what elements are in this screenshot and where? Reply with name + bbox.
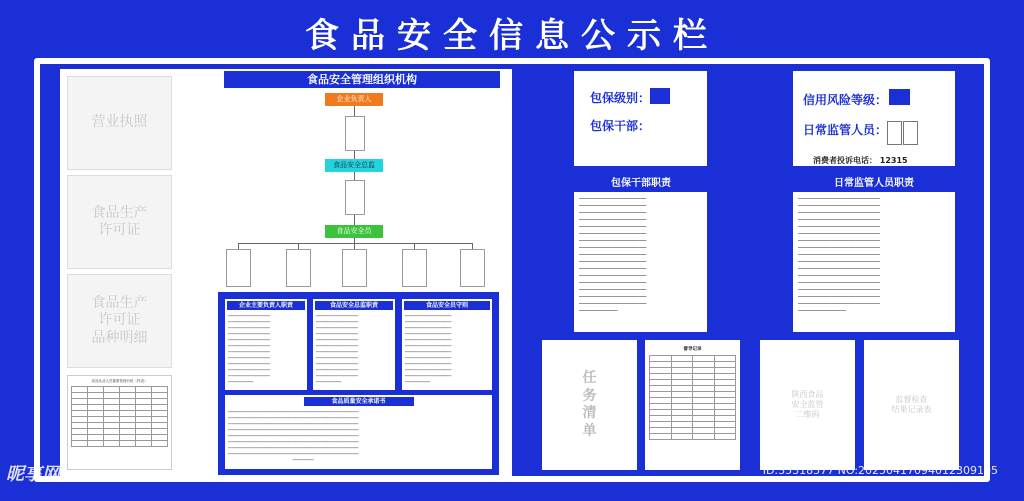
health-roster-title: 食品从业人员健康管理台账（样表） <box>91 379 148 383</box>
org-staff-box <box>402 249 427 287</box>
officer-duty-card <box>402 299 492 390</box>
guarantee-level-label: 包保级别： <box>590 91 651 105</box>
guarantee-level-box <box>650 88 670 104</box>
urge-record-title: 督导记录 <box>683 347 702 352</box>
org-staff-box <box>460 249 485 287</box>
officer-duty-text: ━━━━━━━━━━━━━━━━━━━━━━ ━━━━━━━━━━━━━━━━━━━━━━ ━━━━━━━━━━━━━━━━━━━━━━ ━━━━━━━━━━━━━━━━━━━━━━ ━━━━━━━━━━━━━━━━━━━━━━ ━━━━━━━━━━━━━━━━━━━━━━ ━━━━━━━━━━━━━━━━━━━━━━ ━━━━━━━━━━━━━━━━━━━━━━ ━━━━━━━━━━━━━━━━━━━━━━ ━━━━━━━━━━━━━━━━━━━━━━ ━━━━━━━━━━━━━━━━━━━━━━ ━━━━━━━━━━━━ <box>405 314 452 384</box>
org-connector <box>354 172 355 180</box>
org-chart-title: 食品安全管理组织机构 <box>224 71 500 88</box>
org-connector <box>354 215 355 225</box>
inspection-result-card <box>864 340 959 470</box>
org-connector <box>238 243 473 244</box>
inspector-photo-box <box>887 121 902 145</box>
guarantee-cadre-label: 包保干部： <box>590 119 651 133</box>
org-empty-box <box>345 180 365 215</box>
commitment-title: 食品质量安全承诺书 <box>304 397 414 406</box>
health-roster-sheet <box>67 375 172 470</box>
qr-code-card <box>760 340 855 470</box>
business-license-label: 营业执照 <box>91 114 148 131</box>
org-staff-box <box>226 249 251 287</box>
task-list-label: 任 务 清 单 <box>582 370 597 439</box>
complaint-hotline: 消费者投诉电话： 12315 <box>813 156 908 165</box>
guarantee-duty-title: 包保干部职责 <box>577 176 705 192</box>
health-roster-table <box>71 386 168 447</box>
org-node-director: 食品安全总监 <box>325 159 383 172</box>
inspector-label: 日常监管人员： <box>803 123 888 137</box>
qr-code-label: 陕西食品 安全监管 二维码 <box>791 390 824 419</box>
director-duty-text: ━━━━━━━━━━━━━━━━━━━━ ━━━━━━━━━━━━━━━━━━━━ ━━━━━━━━━━━━━━━━━━━━ ━━━━━━━━━━━━━━━━━━━━ ━━━━━━━━━━━━━━━━━━━━ ━━━━━━━━━━━━━━━━━━━━ ━━━━━━━━━━━━━━━━━━━━ ━━━━━━━━━━━━━━━━━━━━ ━━━━━━━━━━━━━━━━━━━━ ━━━━━━━━━━━━━━━━━━━━ ━━━━━━━━━━━━━━━━━━━━ ━━━━━━━━━━━━ <box>316 314 359 384</box>
inspector-duty-body <box>793 192 955 332</box>
org-staff-box <box>286 249 311 287</box>
officer-duty-title: 食品安全员守则 <box>404 301 490 310</box>
site-watermark-logo: 昵享网 <box>6 464 60 485</box>
urge-record-table <box>649 355 736 440</box>
inspector-duty-title: 日常监管人员职责 <box>796 176 952 192</box>
org-staff-box <box>342 249 367 287</box>
org-node-principal: 企业负责人 <box>325 93 383 106</box>
production-license-placeholder <box>67 175 172 269</box>
principal-duty-title: 企业主要负责人职责 <box>227 301 305 310</box>
site-watermark-id: ID:35318577 NO:20250417094012309105 <box>762 464 998 477</box>
inspector-duty-text: ━━━━━━━━━━━━━━━━━━━━━━━━━━━━━━━━━━ ━━━━━━━━━━━━━━━━━━━━━━━━━━━━━━━━━━ ━━━━━━━━━━━━━━━━━━━━━━━━━━━━━━━━━━ ━━━━━━━━━━━━━━━━━━━━━━━━━━━━━━━━━━ ━━━━━━━━━━━━━━━━━━━━━━━━━━━━━━━━━━ ━━━━━━━━━━━━━━━━━━━━━━━━━━━━━━━━━━ ━━━━━━━━━━━━━━━━━━━━━━━━━━━━━━━━━━ ━━━━━━━━━━━━━━━━━━━━━━━━━━━━━━━━━━ ━━━━━━━━━━━━━━━━━━━━━━━━━━━━━━━━━━ ━━━━━━━━━━━━━━━━━━━━━━━━━━━━━━━━━━ ━━━━━━━━━━━━━━━━━━━━━━━━━━━━━━━━━━ ━━━━━━━━━━━━━━━━━━━━━━━━━━━━━━━━━━ ━━━━━━━━━━━━━━━━━━━━━━━━━━━━━━━━━━ ━━━━━━━━━━━━━━━━━━━━━━━━━━━━━━━━━━ ━━━━━━━━━━━━━━━━━━━━━━━━━━━━━━━━━━ ━━━━━━━━━━━━━━━━━━━━━━━━━━━━━━━━━━ ━━━━━━━━━━━━━━━━━━━━ <box>798 196 880 313</box>
license-variety-label: 食品生产 许可证 品种明细 <box>91 294 148 346</box>
commitment-text: ━━━━━━━━━━━━━━━━━━━━━━━━━━━━━━━━━━━━━━━━━━━━━━━━━━━━━━━━━━━━━━ ━━━━━━━━━━━━━━━━━━━━━━━━━━━━━━━━━━━━━━━━━━━━━━━━━━━━━━━━━━━━━━ ━━━━━━━━━━━━━━━━━━━━━━━━━━━━━━━━━━━━━━━━━━━━━━━━━━━━━━━━━━━━━━ ━━━━━━━━━━━━━━━━━━━━━━━━━━━━━━━━━━━━━━━━━━━━━━━━━━━━━━━━━━━━━━ ━━━━━━━━━━━━━━━━━━━━━━━━━━━━━━━━━━━━━━━━━━━━━━━━━━━━━━━━━━━━━━ ━━━━━━━━━━━━━━━━━━━━━━━━━━━━━━━━━━━━━━━━━━━━━━━━━━━━━━━━━━━━━━ ━━━━━━━━━━━━━━━━━━━━━━━━━━━━━━━━━━━━━━━━━━━━━━━━━━━━━━━━━━━━━━ ━━━━━━━━━━━━━━━━━━━━━━━━━━━━━━━━━━━━━━━━━━━━━━━━━━━━━━━━━━━━━━ ━━━━━━━━━━ <box>228 410 359 462</box>
production-license-label: 食品生产 许可证 <box>91 204 148 238</box>
principal-duty-text: ━━━━━━━━━━━━━━━━━━━━ ━━━━━━━━━━━━━━━━━━━━ ━━━━━━━━━━━━━━━━━━━━ ━━━━━━━━━━━━━━━━━━━━ ━━━━━━━━━━━━━━━━━━━━ ━━━━━━━━━━━━━━━━━━━━ ━━━━━━━━━━━━━━━━━━━━ ━━━━━━━━━━━━━━━━━━━━ ━━━━━━━━━━━━━━━━━━━━ ━━━━━━━━━━━━━━━━━━━━ ━━━━━━━━━━━━━━━━━━━━ ━━━━━━━━━━━━ <box>228 314 271 384</box>
inspector-photo-box <box>903 121 918 145</box>
business-license-placeholder <box>67 76 172 170</box>
guarantee-duty-body <box>574 192 707 332</box>
inspection-result-label: 监督检查 结果记录表 <box>891 395 932 414</box>
director-duty-card <box>313 299 395 390</box>
credit-risk-box <box>889 89 910 105</box>
director-duty-title: 食品安全总监职责 <box>315 301 393 310</box>
task-list-card <box>542 340 637 470</box>
org-connector <box>354 151 355 159</box>
commitment-card <box>225 395 492 469</box>
credit-risk-label: 信用风险等级： <box>803 93 888 107</box>
org-empty-box <box>345 116 365 151</box>
org-node-officer: 食品安全员 <box>325 225 383 238</box>
org-connector <box>354 106 355 116</box>
urge-record-card <box>645 340 740 470</box>
license-variety-placeholder <box>67 274 172 368</box>
guarantee-duty-text: ━━━━━━━━━━━━━━━━━━━━━━━━━━━━ ━━━━━━━━━━━━━━━━━━━━━━━━━━━━ ━━━━━━━━━━━━━━━━━━━━━━━━━━━━ ━━━━━━━━━━━━━━━━━━━━━━━━━━━━ ━━━━━━━━━━━━━━━━━━━━━━━━━━━━ ━━━━━━━━━━━━━━━━━━━━━━━━━━━━ ━━━━━━━━━━━━━━━━━━━━━━━━━━━━ ━━━━━━━━━━━━━━━━━━━━━━━━━━━━ ━━━━━━━━━━━━━━━━━━━━━━━━━━━━ ━━━━━━━━━━━━━━━━━━━━━━━━━━━━ ━━━━━━━━━━━━━━━━━━━━━━━━━━━━ ━━━━━━━━━━━━━━━━━━━━━━━━━━━━ ━━━━━━━━━━━━━━━━━━━━━━━━━━━━ ━━━━━━━━━━━━━━━━━━━━━━━━━━━━ ━━━━━━━━━━━━━━━━━━━━━━━━━━━━ ━━━━━━━━━━━━━━━━━━━━━━━━━━━━ ━━━━━━━━━━━━━━━━ <box>579 196 647 313</box>
page-title: 食品安全信息公示栏 <box>305 16 719 56</box>
principal-duty-card <box>225 299 307 390</box>
supervision-card <box>793 71 955 166</box>
